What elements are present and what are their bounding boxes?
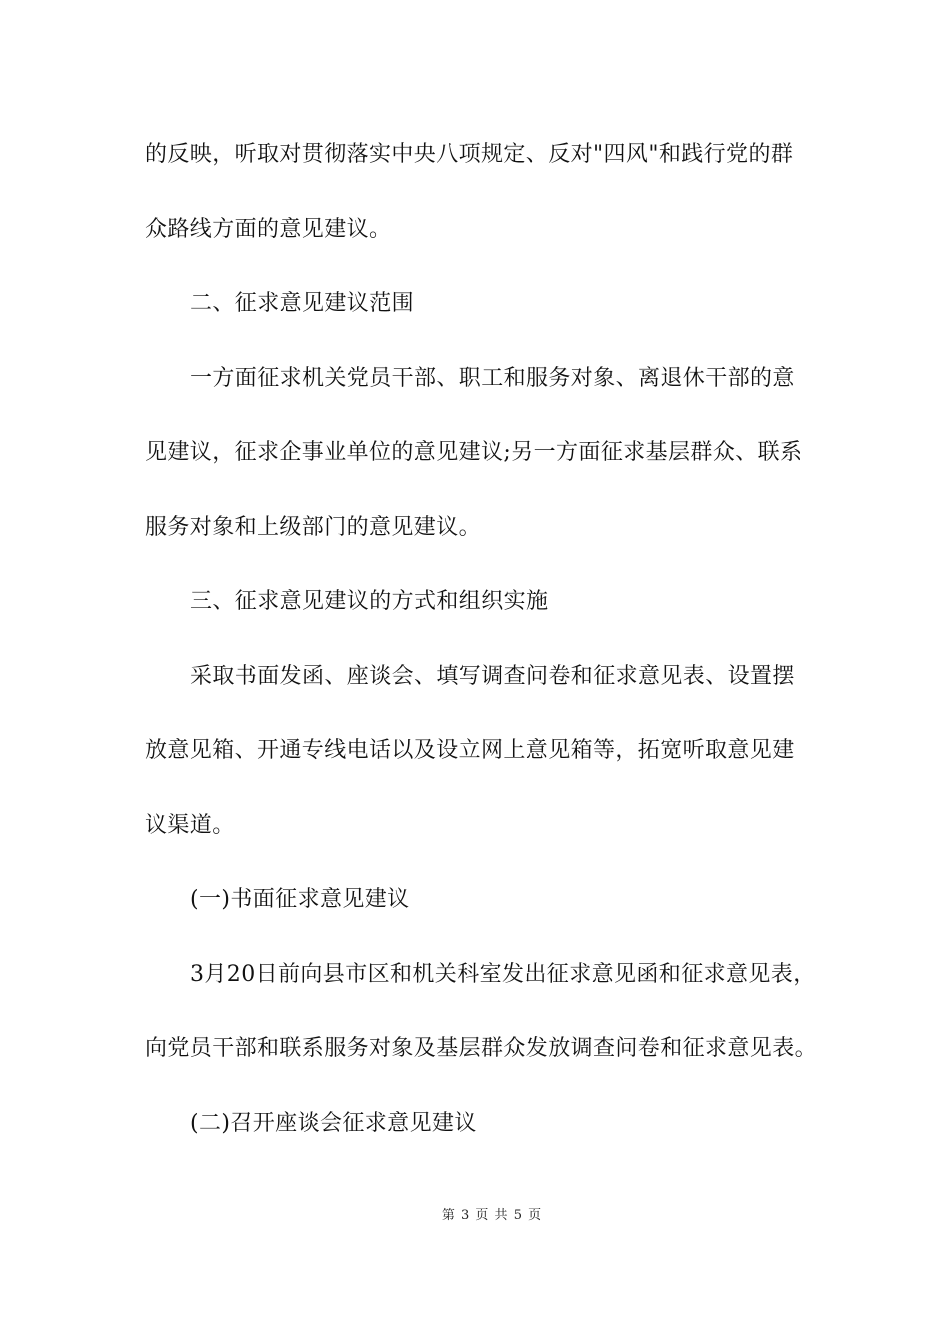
paragraph-line: 放意见箱、开通专线电话以及设立网上意见箱等，拓宽听取意见建 (145, 738, 795, 763)
section-heading: 二、征求意见建议范围 (190, 291, 415, 316)
paragraph-line: 采取书面发函、座谈会、填写调查问卷和征求意见表、设置摆 (190, 664, 795, 689)
paragraph-line: 众路线方面的意见建议。 (145, 217, 392, 242)
page-number-footer: 第 3 页 共 5 页 (441, 1208, 543, 1223)
section-heading: 三、征求意见建议的方式和组织实施 (190, 589, 549, 614)
paragraph-line: 议渠道。 (145, 813, 235, 838)
subsection-heading: (二)召开座谈会征求意见建议 (190, 1111, 477, 1136)
paragraph-line: 向党员干部和联系服务对象及基层群众发放调查问卷和征求意见表。 (145, 1036, 818, 1061)
subsection-heading: (一)书面征求意见建议 (190, 887, 410, 912)
paragraph-line: 见建议，征求企事业单位的意见建议;另一方面征求基层群众、联系 (145, 440, 803, 465)
paragraph-line: 服务对象和上级部门的意见建议。 (145, 515, 482, 540)
paragraph-line: 3月20日前向县市区和机关科室发出征求意见函和征求意见表， (190, 962, 816, 987)
paragraph-line: 一方面征求机关党员干部、职工和服务对象、离退休干部的意 (190, 366, 795, 391)
paragraph-line: 的反映，听取对贯彻落实中央八项规定、反对"四风"和践行党的群 (145, 142, 794, 167)
